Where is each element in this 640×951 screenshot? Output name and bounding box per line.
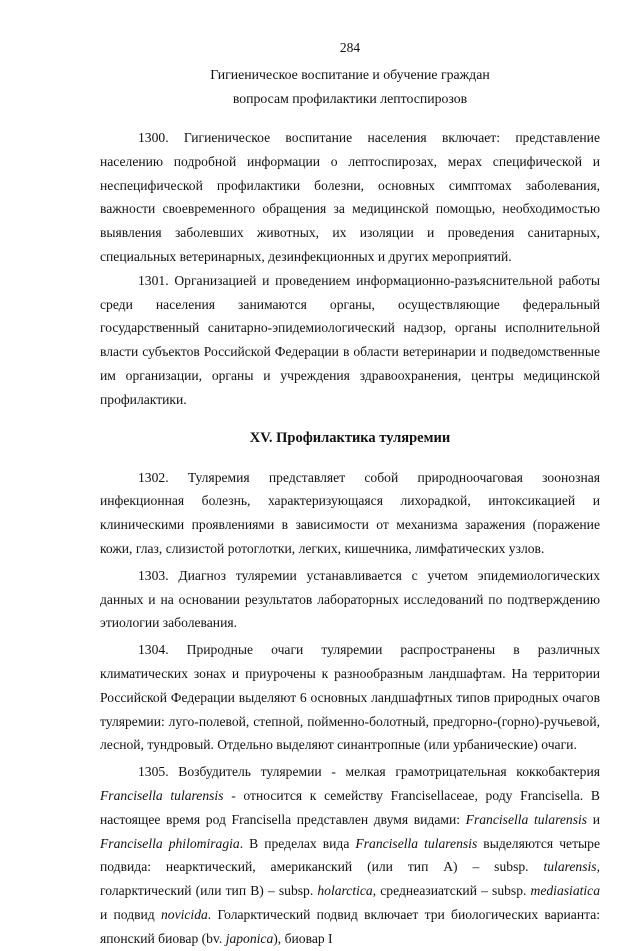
heading-line-2: вопросам профилактики лептоспирозов xyxy=(232,91,468,106)
p1305-text-3: и xyxy=(587,811,600,827)
page-number: 284 xyxy=(339,40,361,55)
p1305-italic-4: Francisella tularensis xyxy=(355,835,478,851)
p1305-italic-1: Francisella tularensis xyxy=(100,787,224,803)
p1305-italic-5: tularensis xyxy=(543,859,597,875)
p1305-text-9: . Голарктический подвид включает три биологических варианта: японский биовар (bv. xyxy=(100,906,601,946)
heading-line-1: Гигиеническое воспитание и обучение граждан xyxy=(210,67,490,82)
p1305-italic-9: japonica xyxy=(225,930,274,946)
subsection-heading xyxy=(100,63,600,111)
paragraph-1303: 1303. Диагноз туляремии устанавливается с учетом эпидемиологических данных и на основании результатов лабораторных исследований по подтверждению этиологии заболевания. xyxy=(100,567,600,631)
p1305-italic-6: holarctica xyxy=(317,883,373,899)
p1305-italic-2: Francisella tularensis xyxy=(465,811,588,827)
p1305-italic-3: Francisella philomiragia xyxy=(100,835,240,851)
paragraph-1302: 1302. Туляремия представляет собой природноочаговая зоонозная инфекционная болезнь, характеризующаяся лихорадкой, интоксикацией и клиническими проявлениями в зависимости от механизма заражения (поражение кожи, глаз, слизистой ротоглотки, легких, кишечника, лимфатических узлов. xyxy=(100,469,600,556)
p1305-text-5: выделяются четыре подвида: неарктический, американский (или тип А) – subsp. xyxy=(100,835,600,875)
p1305-text-2: - относится к семейству Francisellaceae, роду Francisella. В настоящее время род Francisella представлен двумя видами: xyxy=(100,787,600,827)
p1305-text-10: ), биовар I xyxy=(273,930,333,946)
p1305-italic-7: mediasiatica xyxy=(530,883,601,899)
paragraph-1305 xyxy=(100,760,600,950)
p1305-text-4: . В пределах вида xyxy=(239,835,356,851)
paragraph-1300: 1300. Гигиеническое воспитание населения включает: представление населению подробной информации о лептоспирозах, мерах специфической и неспецифической профилактики болезни, основных симптомах заболевания, важности своевременного обращения за медицинской помощью, необходимостью выявления заболевших животных, их изоляции и проведения санитарных, специальных ветеринарных, дезинфекционных и других мероприятий. xyxy=(100,130,600,264)
p1305-italic-8: novicida xyxy=(160,906,208,922)
p1305-text-8: и подвид xyxy=(100,906,161,922)
document-page xyxy=(100,40,600,951)
p1305-text-6: , голарктический (или тип В) – subsp. xyxy=(100,859,600,899)
paragraph-1301: 1301. Организацией и проведением информационно-разъяснительной работы среди населения занимаются органы, осуществляющие федеральный государственный санитарно-эпидемиологический надзор, органы исполнительной власти субъектов Российской Федерации в области ветеринарии и подведомственные им организации, органы и учреждения здравоохранения, центры медицинской профилактики. xyxy=(100,272,600,407)
p1305-text-7: , среднеазиатский – subsp. xyxy=(372,883,531,899)
paragraph-1304: 1304. Природные очаги туляремии распространены в различных климатических зонах и приурочены к разнообразным ландшафтам. На территории Российской Федерации выделяют 6 основных ландшафтных типов природных очагов туляремии: луго-полевой, степной, пойменно-болотный, предгорно-(горно)-ручьевой, лесной, тундровый. Отдельно выделяют синантропные (или урбанические) очаги. xyxy=(100,642,600,753)
section-title: XV. Профилактика туляремии xyxy=(249,429,451,446)
p1305-text-1: 1305. Возбудитель туляремии - мелкая грамотрицательная коккобактерия xyxy=(138,764,600,780)
